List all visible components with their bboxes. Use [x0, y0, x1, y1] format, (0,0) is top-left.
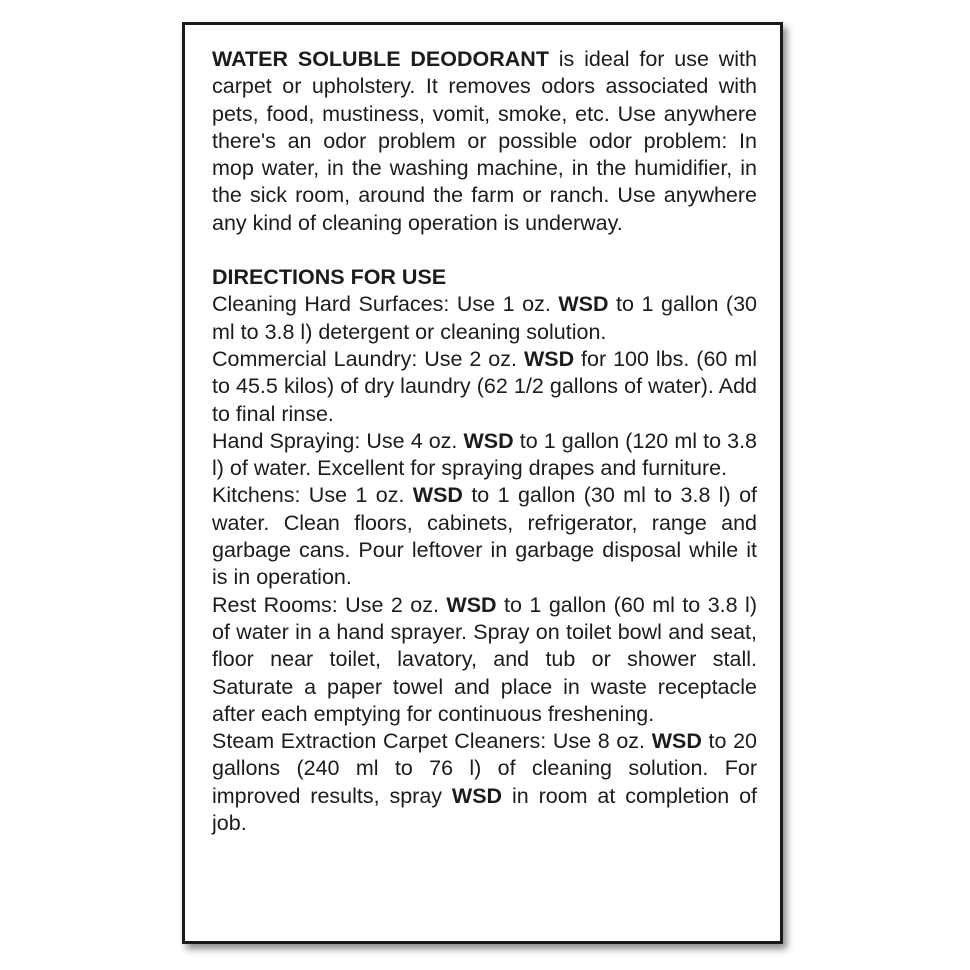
direction-text: to 20 gallons (240 ml to 76 l) of cleaning solution. For improved results, spray [212, 729, 757, 808]
direction-item-hand-spraying [212, 428, 757, 483]
direction-item-commercial-laundry [212, 346, 757, 428]
intro-paragraph [212, 46, 757, 237]
direction-text: to 1 gallon (60 ml to 3.8 l) of water in a hand sprayer. Spray on toilet bowl and seat, floor near toilet, lavatory, and tub or shower stall. Saturate a paper towel and place in waste receptacle after each emptying for continuous freshening. [212, 592, 757, 726]
direction-text: Steam Extraction Carpet Cleaners: Use 8 oz. [212, 729, 652, 754]
product-name: WATER SOLUBLE DEODORANT [212, 47, 549, 71]
direction-text: for 100 lbs. (60 ml to 45.5 kilos) of dry laundry (62 1/2 gallons of water). Add to final rinse. [212, 346, 757, 426]
product-abbrev: WSD [463, 428, 514, 453]
direction-item-steam-extraction [212, 728, 757, 837]
intro-text: is ideal for use with carpet or upholstery. It removes odors associated with pets, food, mustiness, vomit, smoke, etc. Use anywhere there's an odor problem or possible odor problem: In mop water, in the washing machine, in the humidifier, in the sick room, around the farm or ranch. Use anywhere any kind of cleaning operation is underway. [212, 47, 757, 235]
product-abbrev: WSD [451, 783, 503, 808]
product-abbrev: WSD [651, 729, 702, 754]
direction-text: to 1 gallon (30 ml to 3.8 l) detergent or cleaning solution. [212, 292, 758, 344]
direction-text: to 1 gallon (30 ml to 3.8 l) of water. Clean floors, cabinets, refrigerator, range and garbage cans. Pour leftover in garbage disposal while it is in operation. [212, 483, 758, 590]
label-card [182, 22, 783, 944]
label-content [212, 46, 757, 837]
direction-text: to 1 gallon (120 ml to 3.8 l) of water. Excellent for spraying drapes and furniture. [212, 428, 757, 481]
direction-item-rest-rooms [212, 592, 757, 728]
product-abbrev: WSD [523, 346, 575, 371]
direction-text: Rest Rooms: Use 2 oz. [212, 592, 447, 617]
direction-text: Kitchens: Use 1 oz. [212, 483, 413, 508]
product-abbrev: WSD [558, 292, 609, 317]
direction-text: in room at completion of job. [212, 783, 758, 836]
direction-text: Cleaning Hard Surfaces: Use 1 oz. [212, 292, 559, 317]
direction-text: Commercial Laundry: Use 2 oz. [212, 346, 524, 371]
product-abbrev: WSD [446, 592, 497, 617]
product-abbrev: WSD [412, 483, 463, 508]
direction-text: Hand Spraying: Use 4 oz. [212, 428, 464, 453]
direction-item-hard-surfaces [212, 291, 757, 346]
directions-heading: DIRECTIONS FOR USE [212, 265, 447, 290]
direction-item-kitchens [212, 482, 757, 591]
